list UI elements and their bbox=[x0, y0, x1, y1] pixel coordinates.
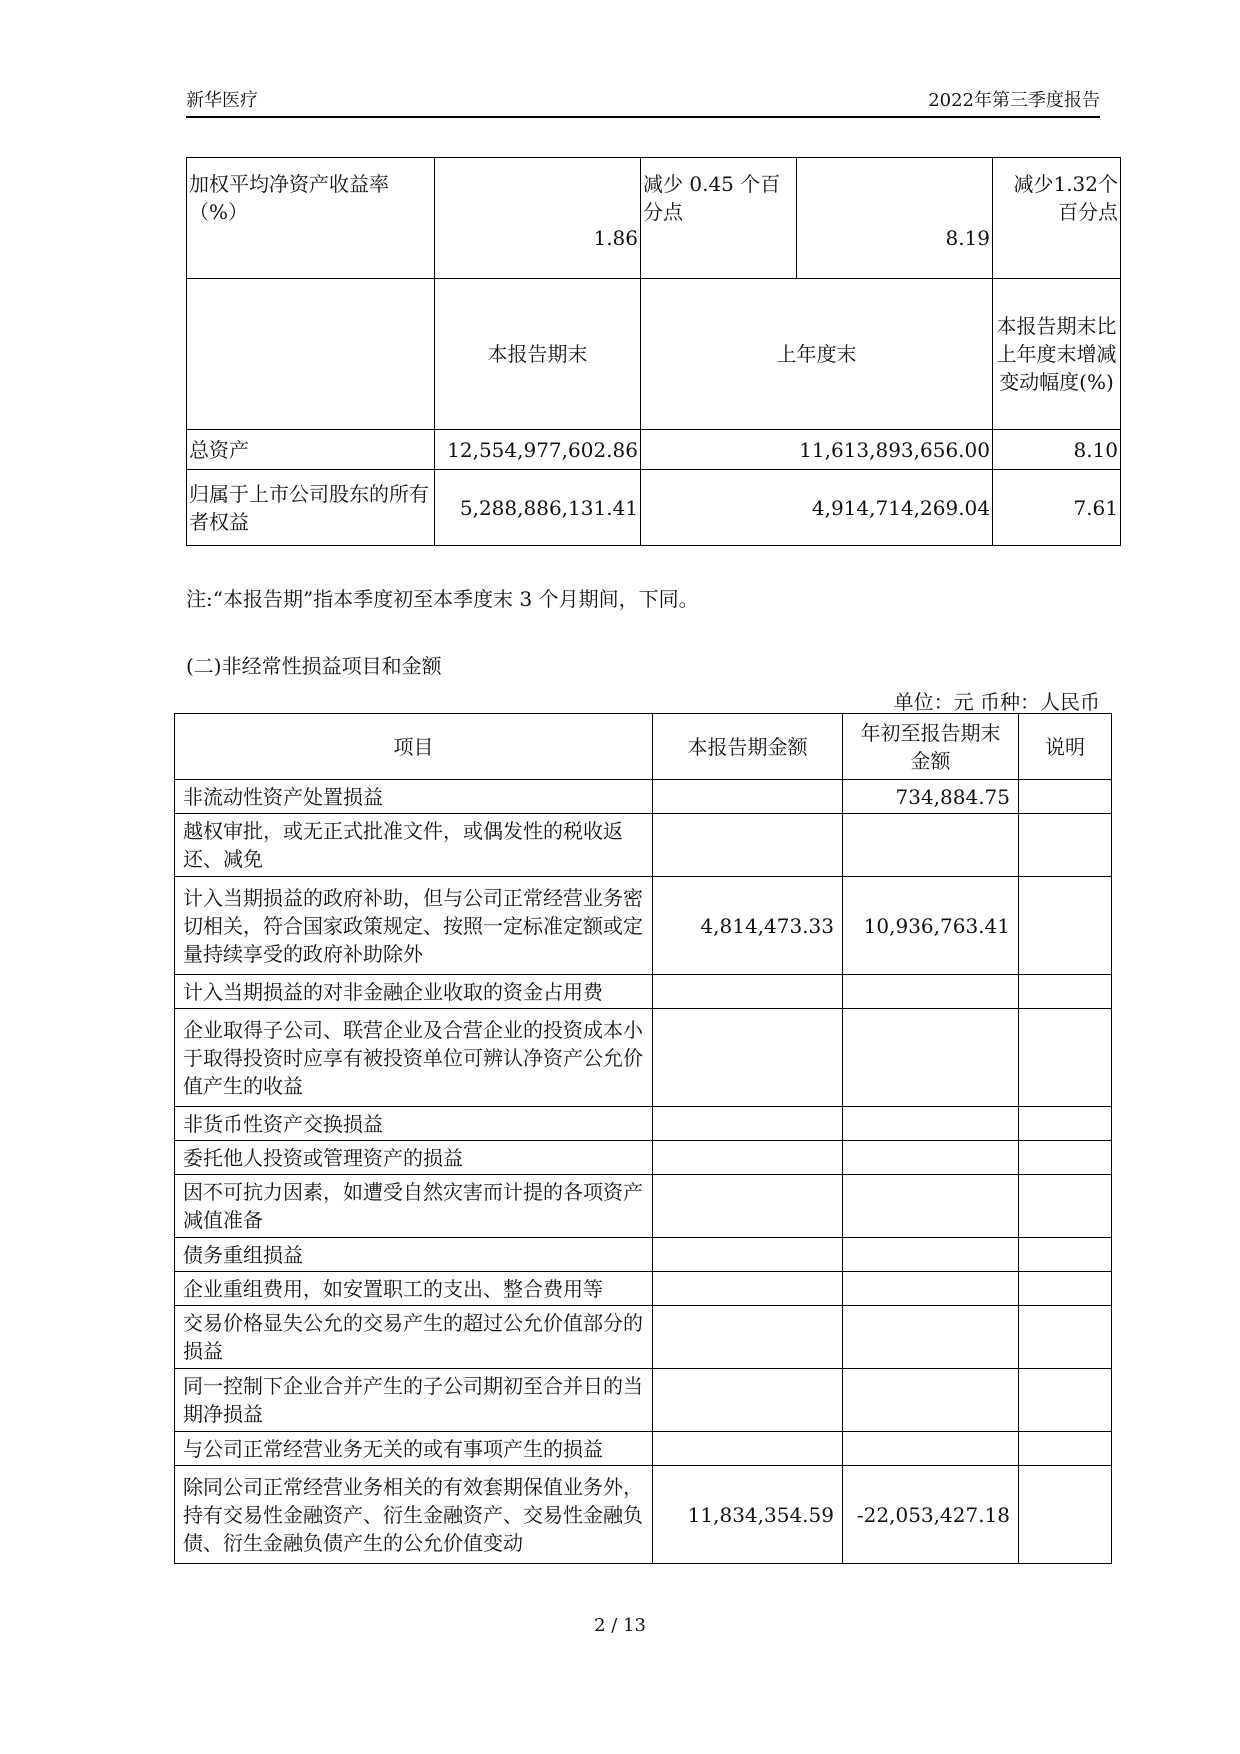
item-cell: 委托他人投资或管理资产的损益 bbox=[175, 1141, 653, 1175]
table-row bbox=[175, 1369, 1112, 1432]
item-cell: 企业重组费用，如安置职工的支出、整合费用等 bbox=[175, 1272, 653, 1306]
col-current-header: 本报告期末 bbox=[435, 279, 641, 430]
section-title: (二)非经常性损益项目和金额 bbox=[186, 654, 442, 678]
non-recurring-items-table bbox=[174, 713, 1112, 1564]
roe-row bbox=[187, 158, 1121, 279]
item-cell: 同一控制下企业合并产生的子公司期初至合并日的当期净损益 bbox=[175, 1369, 653, 1432]
table-row bbox=[175, 814, 1112, 877]
roe-ytd: 8.19 bbox=[797, 158, 993, 279]
ytd-amount-cell bbox=[843, 814, 1019, 877]
roe-change-current: 减少 0.45 个百分点 bbox=[641, 158, 797, 279]
header-note: 说明 bbox=[1019, 714, 1112, 780]
note-cell bbox=[1019, 780, 1112, 814]
current-amount-cell bbox=[653, 1369, 843, 1432]
note-cell bbox=[1019, 1107, 1112, 1141]
report-period-note: 注:“本报告期”指本季度初至本季度末 3 个月期间，下同。 bbox=[186, 587, 699, 611]
current-amount-cell bbox=[653, 1107, 843, 1141]
ytd-amount-cell bbox=[843, 1432, 1019, 1466]
table-row bbox=[175, 877, 1112, 975]
table-row bbox=[175, 1009, 1112, 1107]
item-cell: 非货币性资产交换损益 bbox=[175, 1107, 653, 1141]
current-amount-cell bbox=[653, 1432, 843, 1466]
note-cell bbox=[1019, 1175, 1112, 1238]
ytd-amount-cell bbox=[843, 1009, 1019, 1107]
equity-row bbox=[187, 470, 1121, 546]
note-cell bbox=[1019, 975, 1112, 1009]
note-cell bbox=[1019, 1432, 1112, 1466]
key-financial-table bbox=[186, 157, 1121, 546]
table-row bbox=[175, 1272, 1112, 1306]
header-row bbox=[187, 279, 1121, 430]
ytd-amount-cell bbox=[843, 1272, 1019, 1306]
roe-change-ytd: 减少1.32个百分点 bbox=[993, 158, 1121, 279]
unit-currency-line: 单位：元 币种：人民币 bbox=[893, 690, 1100, 714]
current-amount-cell bbox=[653, 1272, 843, 1306]
ytd-amount-cell bbox=[843, 1238, 1019, 1272]
ytd-amount-cell bbox=[843, 1141, 1019, 1175]
ytd-amount-cell bbox=[843, 1107, 1019, 1141]
item-cell: 计入当期损益的对非金融企业收取的资金占用费 bbox=[175, 975, 653, 1009]
note-cell bbox=[1019, 1369, 1112, 1432]
table-row bbox=[175, 1432, 1112, 1466]
item-cell: 非流动性资产处置损益 bbox=[175, 780, 653, 814]
row-last: 4,914,714,269.04 bbox=[641, 470, 993, 546]
row-change: 7.61 bbox=[993, 470, 1121, 546]
item-cell: 除同公司正常经营业务相关的有效套期保值业务外，持有交易性金融资产、衍生金融资产、交易性金融负债、衍生金融负债产生的公允价值变动 bbox=[175, 1466, 653, 1564]
ytd-amount-cell bbox=[843, 1175, 1019, 1238]
table-row bbox=[175, 975, 1112, 1009]
ytd-amount-cell bbox=[843, 975, 1019, 1009]
row-label: 总资产 bbox=[187, 430, 435, 470]
note-cell bbox=[1019, 1306, 1112, 1369]
note-cell bbox=[1019, 877, 1112, 975]
ytd-amount-cell bbox=[843, 1306, 1019, 1369]
table2-header-row bbox=[175, 714, 1112, 780]
table-row bbox=[175, 780, 1112, 814]
table2-body bbox=[175, 780, 1112, 1564]
current-amount-cell: 11,834,354.59 bbox=[653, 1466, 843, 1564]
current-amount-cell bbox=[653, 814, 843, 877]
table-row bbox=[175, 1238, 1112, 1272]
note-cell bbox=[1019, 1466, 1112, 1564]
ytd-amount-cell: -22,053,427.18 bbox=[843, 1466, 1019, 1564]
header-current: 本报告期金额 bbox=[653, 714, 843, 780]
note-cell bbox=[1019, 814, 1112, 877]
col-last-header: 上年度末 bbox=[641, 279, 993, 430]
row-current: 5,288,886,131.41 bbox=[435, 470, 641, 546]
table-row bbox=[175, 1141, 1112, 1175]
header-item: 项目 bbox=[175, 714, 653, 780]
row-last: 11,613,893,656.00 bbox=[641, 430, 993, 470]
row-current: 12,554,977,602.86 bbox=[435, 430, 641, 470]
note-cell bbox=[1019, 1238, 1112, 1272]
item-cell: 越权审批，或无正式批准文件，或偶发性的税收返还、减免 bbox=[175, 814, 653, 877]
table-row bbox=[175, 1107, 1112, 1141]
current-amount-cell: 4,814,473.33 bbox=[653, 877, 843, 975]
current-amount-cell bbox=[653, 1141, 843, 1175]
report-title: 2022年第三季度报告 bbox=[928, 90, 1100, 111]
company-name: 新华医疗 bbox=[186, 90, 258, 111]
row-label: 归属于上市公司股东的所有者权益 bbox=[187, 470, 435, 546]
note-cell bbox=[1019, 1272, 1112, 1306]
table-row bbox=[175, 1306, 1112, 1369]
ytd-amount-cell: 734,884.75 bbox=[843, 780, 1019, 814]
roe-label: 加权平均净资产收益率（%） bbox=[187, 158, 435, 279]
table-row bbox=[175, 1175, 1112, 1238]
item-cell: 计入当期损益的政府补助，但与公司正常经营业务密切相关，符合国家政策规定、按照一定标准定额或定量持续享受的政府补助除外 bbox=[175, 877, 653, 975]
current-amount-cell bbox=[653, 1238, 843, 1272]
current-amount-cell bbox=[653, 1306, 843, 1369]
table-row bbox=[175, 1466, 1112, 1564]
current-amount-cell bbox=[653, 1009, 843, 1107]
item-cell: 企业取得子公司、联营企业及合营企业的投资成本小于取得投资时应享有被投资单位可辨认净资产公允价值产生的收益 bbox=[175, 1009, 653, 1107]
ytd-amount-cell bbox=[843, 1369, 1019, 1432]
page-header bbox=[186, 88, 1100, 118]
current-amount-cell bbox=[653, 1175, 843, 1238]
current-amount-cell bbox=[653, 780, 843, 814]
note-cell bbox=[1019, 1141, 1112, 1175]
item-cell: 债务重组损益 bbox=[175, 1238, 653, 1272]
col-change-header: 本报告期末比上年度末增减变动幅度(%) bbox=[993, 279, 1121, 430]
header-ytd: 年初至报告期末金额 bbox=[843, 714, 1019, 780]
page-number: 2 / 13 bbox=[594, 1615, 646, 1636]
row-change: 8.10 bbox=[993, 430, 1121, 470]
item-cell: 与公司正常经营业务无关的或有事项产生的损益 bbox=[175, 1432, 653, 1466]
note-cell bbox=[1019, 1009, 1112, 1107]
roe-current: 1.86 bbox=[435, 158, 641, 279]
item-cell: 交易价格显失公允的交易产生的超过公允价值部分的损益 bbox=[175, 1306, 653, 1369]
current-amount-cell bbox=[653, 975, 843, 1009]
total-assets-row bbox=[187, 430, 1121, 470]
ytd-amount-cell: 10,936,763.41 bbox=[843, 877, 1019, 975]
item-cell: 因不可抗力因素，如遭受自然灾害而计提的各项资产减值准备 bbox=[175, 1175, 653, 1238]
